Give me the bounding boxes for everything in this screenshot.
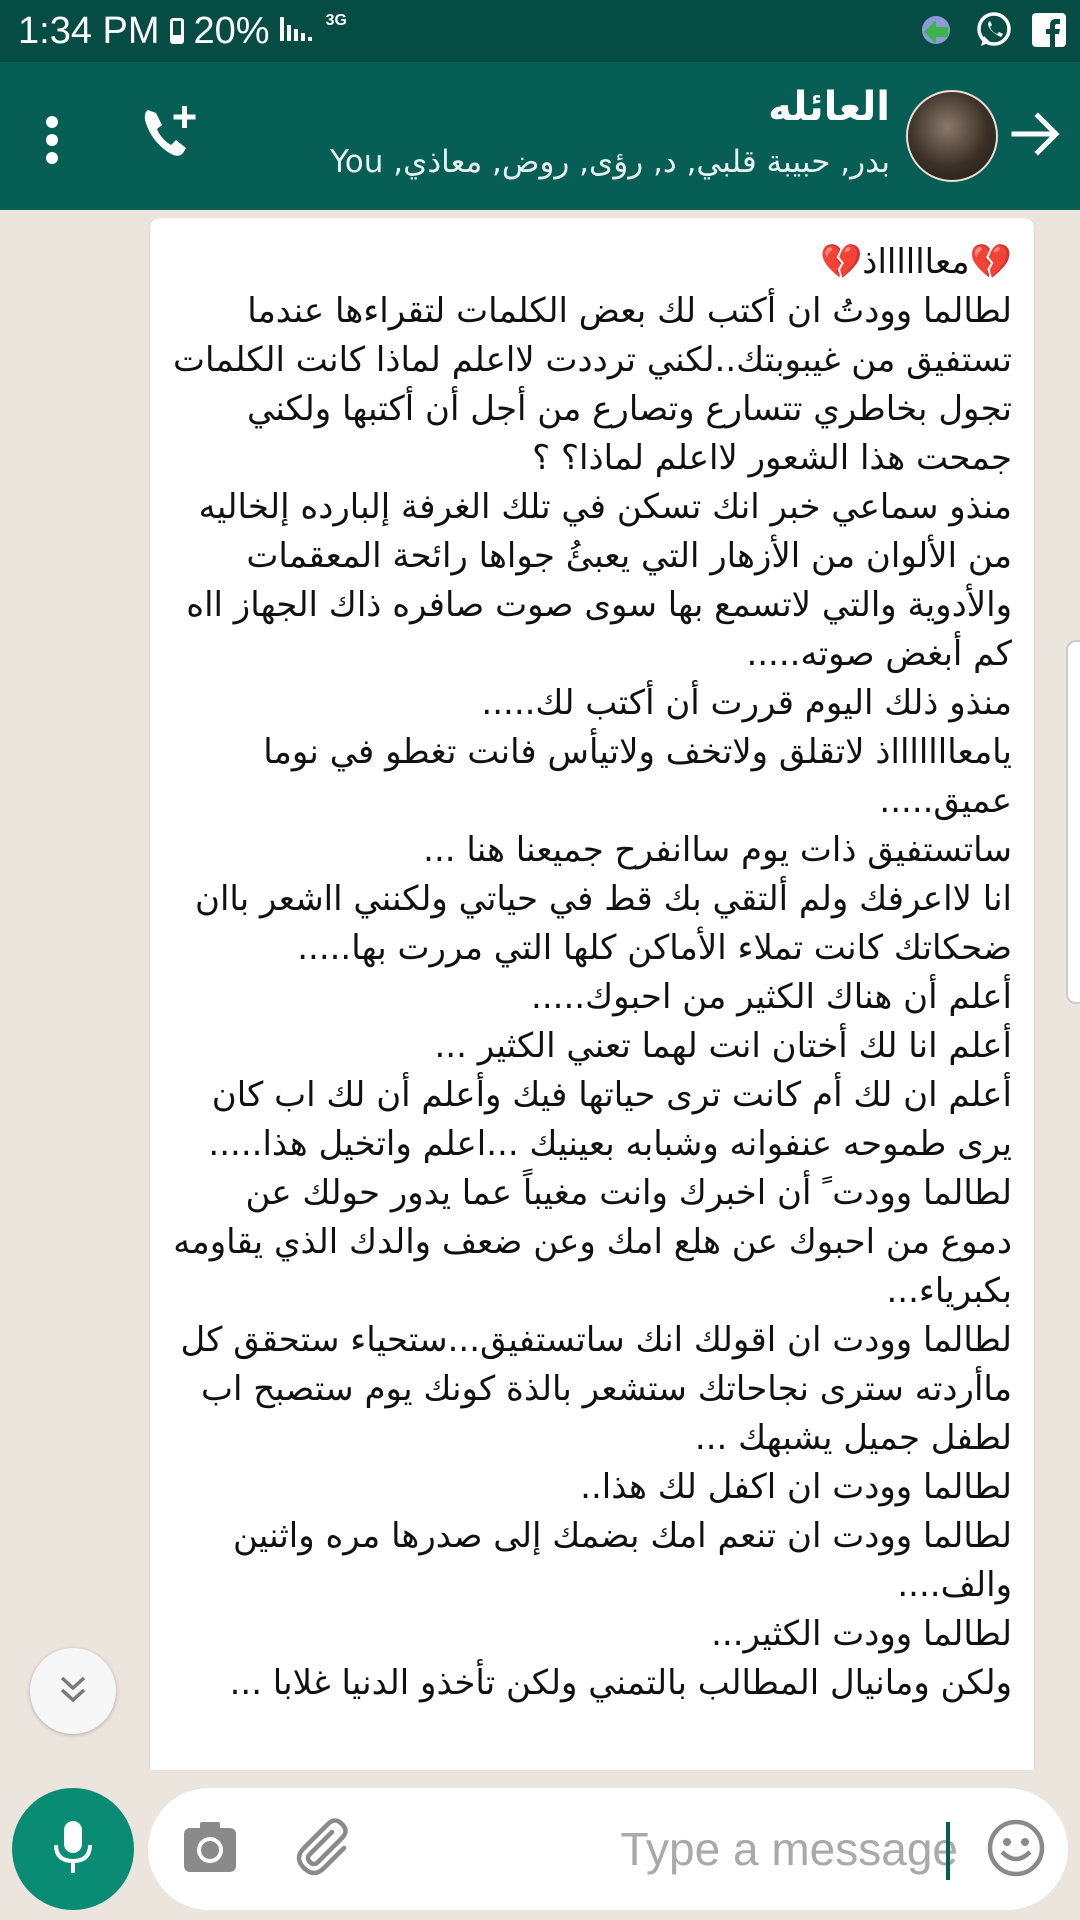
scroll-handle[interactable] [1066, 640, 1080, 1004]
signal-icon [280, 10, 316, 53]
chat-header [0, 62, 1080, 210]
message-input[interactable] [398, 1812, 958, 1886]
chat-area[interactable] [0, 210, 1080, 1770]
voice-message-button[interactable] [12, 1788, 134, 1910]
status-bar [0, 0, 1080, 62]
emoji-icon[interactable] [986, 1818, 1046, 1878]
battery-icon [170, 18, 184, 44]
input-bar [0, 1770, 1080, 1920]
attachment-icon[interactable] [296, 1818, 356, 1880]
group-avatar[interactable] [906, 90, 998, 182]
message-bubble[interactable] [150, 218, 1034, 1770]
scroll-to-bottom-button[interactable] [30, 1648, 116, 1734]
battery-level: 20% [193, 9, 270, 52]
overflow-menu-icon[interactable] [44, 114, 60, 166]
message-body: لطالما وودتُ ان أكتب لك بعض الكلمات لتقراءها عندما تستفيق من غيبوبتك..لكني ترددت لااعلم لماذا كانت الكلمات تجول بخاطري تتسارع وتصارع من أجل أن أكتبها ولكني جمحت هذا الشعور لااعلم لماذا؟ ؟ منذو سماعي خبر انك تسكن في تلك الغرفة إلبارده إلخاليه من الألوان من الأزهار التي يعبئُ جواها رائحة المعقمات والأدوية والتي لاتسمع بها سوى صوت صافره ذاك الجهاز ااه كم أبغض صوته..... منذو ذلك اليوم قررت أن أكتب لك..... يامعاااااااذ لاتقلق ولاتخف ولاتيأس فانت تغطو في نوما عميق..... ساتستفيق ذات يوم ساانفرح جميعنا هنا ... انا لااعرفك ولم ألتقي بك قط في حياتي ولكنني ااشعر باان ضحكاتك كانت تملاء الأماكن كلها التي مررت بها..... أعلم أن هناك الكثير من احبوك..... أعلم انا لك أختان انت لهما تعني الكثير ... أعلم ان لك أم كانت ترى حياتها فيك وأعلم أن لك اب كان يرى طموحه عنفوانه وشبابه بعينيك ...اعلم واتخيل هذا..... لطالما وودت ً أن اخبرك وانت مغيباً عما يدور حولك عن دموع من احبوك عن هلع امك وعن ضعف والدك الذي يقاومه بكبرياء... لطالما وودت ان اقولك انك ساتستفيق...ستحياء ستحقق كل ماأردته سترى نجاحاتك ستشعر بالذة كونك يوم ستصبح اب لطفل جميل يشبهك ... لطالما وودت ان اكفل لك هذا.. لطالما وودت ان تنعم امك بضمك إلى صدرها مره واثنين والف.... لطالما وودت الكثير... ولكن ومانيال المطالب بالتمني ولكن تأخذو الدنيا غلابا ... [173, 291, 1012, 1703]
status-left [0, 10, 347, 53]
double-chevron-down-icon [56, 1672, 90, 1710]
message-heading-text: معااااااذ [862, 242, 970, 282]
facebook-icon [1032, 13, 1066, 57]
whatsapp-icon [974, 10, 1014, 60]
network-type: 3G [325, 12, 347, 29]
add-call-icon[interactable] [138, 102, 200, 164]
group-participants[interactable]: بدر, حبيبة قلبي, د, رؤى, روض, معاذي, You [329, 144, 890, 180]
status-right [916, 10, 1066, 60]
broken-heart-icon: 💔 [969, 242, 1012, 282]
microphone-icon [51, 1819, 95, 1879]
broken-heart-icon: 💔 [819, 242, 863, 282]
message-composer[interactable] [148, 1788, 1068, 1910]
text-cursor [946, 1822, 950, 1880]
back-arrow-icon[interactable] [1010, 108, 1062, 160]
sync-icon [916, 10, 956, 60]
message-heading [172, 238, 1012, 287]
group-name[interactable]: العائله [768, 84, 890, 130]
camera-icon[interactable] [182, 1822, 238, 1876]
status-time: 1:34 PM [18, 9, 160, 52]
